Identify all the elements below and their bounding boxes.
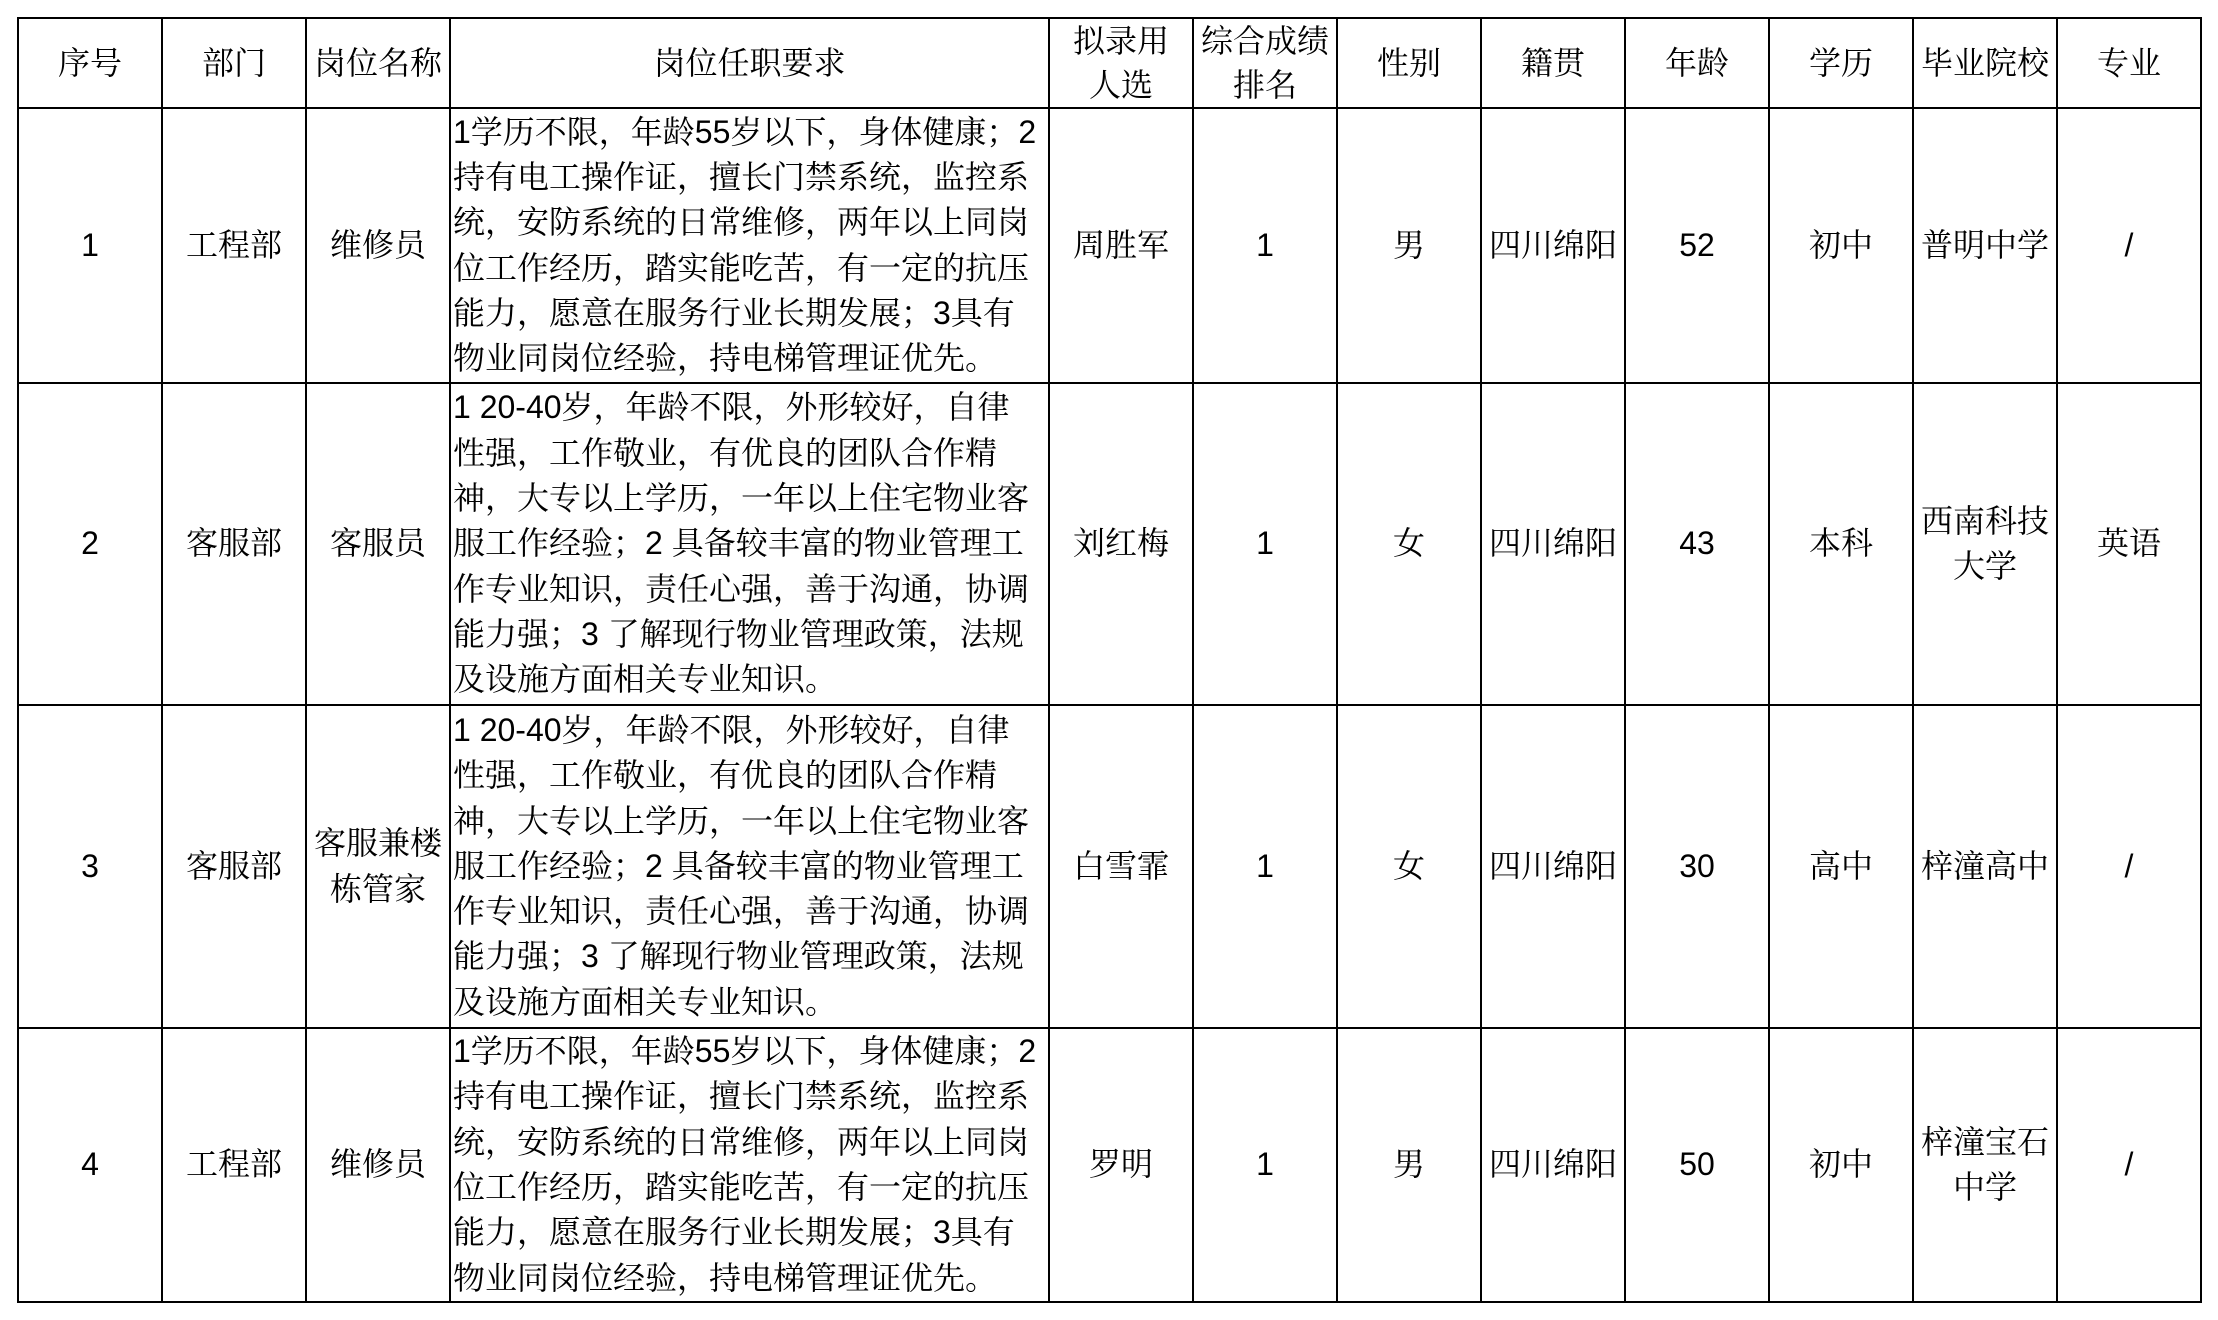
header-gender-label: 性别 (1376, 45, 1441, 81)
requirements-line: 位工作经历，踏实能吃苦，有一定的抗压 (453, 249, 1030, 286)
header-rank (1194, 19, 1336, 107)
department-value: 客服部 (185, 525, 282, 562)
cell-gender (1338, 109, 1480, 382)
cell-seq (19, 706, 161, 1027)
cell-gender (1338, 1029, 1480, 1301)
candidate-table (17, 17, 2202, 1303)
cell-rank (1194, 109, 1336, 382)
requirements-line: 能力强；3 了解现行物业管理政策，法规 (453, 615, 1024, 652)
requirements-line: 能力，愿意在服务行业长期发展；3具有 (453, 294, 1015, 331)
candidate-value: 罗明 (1088, 1146, 1153, 1183)
seq-value: 3 (81, 847, 99, 884)
requirements-line: 持有电工操作证，擅长门禁系统，监控系 (453, 158, 1030, 195)
cell-seq (19, 1029, 161, 1301)
cell-major (2058, 384, 2200, 704)
rank-value: 1 (1256, 525, 1274, 562)
header-school-label: 毕业院校 (1920, 45, 2049, 81)
requirements-text (453, 385, 1029, 702)
requirements-text (453, 708, 1029, 1025)
cell-seq (19, 384, 161, 704)
cell-department (163, 1029, 305, 1301)
cell-rank (1194, 384, 1336, 704)
header-school (1914, 19, 2056, 107)
header-age (1626, 19, 1768, 107)
requirements-line: 1 20-40岁，年龄不限，外形较好，自律 (453, 389, 1010, 426)
header-position-label: 岗位名称 (313, 45, 442, 81)
header-major (2058, 19, 2200, 107)
requirements-line: 1学历不限，年龄55岁以下，身体健康；2 (453, 1033, 1037, 1070)
cell-candidate (1050, 1029, 1192, 1301)
school-value: 西南科技大学 (1920, 502, 2049, 584)
cell-position (307, 706, 449, 1027)
header-major-label: 专业 (2096, 45, 2161, 81)
seq-value: 2 (81, 525, 99, 562)
rank-value: 1 (1256, 1146, 1274, 1183)
cell-age (1626, 706, 1768, 1027)
requirements-line: 服工作经验；2 具备较丰富的物业管理工 (453, 847, 1024, 884)
cell-major (2058, 109, 2200, 382)
cell-requirements (451, 706, 1048, 1027)
cell-requirements (451, 1029, 1048, 1301)
age-value: 43 (1679, 525, 1715, 562)
cell-origin (1482, 706, 1624, 1027)
header-requirements (451, 19, 1048, 107)
header-department (163, 19, 305, 107)
major-value: / (2124, 847, 2134, 884)
cell-position (307, 384, 449, 704)
requirements-line: 神，大专以上学历，一年以上住宅物业客 (453, 480, 1030, 517)
origin-value: 四川绵阳 (1488, 525, 1617, 562)
cell-school (1914, 384, 2056, 704)
cell-position (307, 109, 449, 382)
cell-age (1626, 384, 1768, 704)
gender-value: 男 (1392, 226, 1425, 263)
requirements-line: 能力，愿意在服务行业长期发展；3具有 (453, 1214, 1015, 1251)
cell-age (1626, 109, 1768, 382)
requirements-line: 持有电工操作证，擅长门禁系统，监控系 (453, 1078, 1030, 1115)
header-education (1770, 19, 1912, 107)
requirements-line: 作专业知识，责任心强，善于沟通，协调 (453, 570, 1030, 607)
major-value: / (2124, 226, 2134, 263)
rank-value: 1 (1256, 847, 1274, 884)
rank-value: 1 (1256, 226, 1274, 263)
header-position (307, 19, 449, 107)
header-origin-label: 籍贯 (1520, 45, 1585, 81)
cell-requirements (451, 109, 1048, 382)
cell-department (163, 706, 305, 1027)
age-value: 52 (1679, 226, 1715, 263)
candidate-value: 周胜军 (1072, 226, 1169, 263)
header-rank-label: 综合成绩排名 (1200, 23, 1329, 103)
requirements-line: 1学历不限，年龄55岁以下，身体健康；2 (453, 113, 1037, 150)
header-origin (1482, 19, 1624, 107)
header-candidate (1050, 19, 1192, 107)
header-gender (1338, 19, 1480, 107)
header-candidate-label: 拟录用人选 (1072, 23, 1169, 103)
cell-department (163, 109, 305, 382)
cell-candidate (1050, 706, 1192, 1027)
requirements-line: 物业同岗位经验，持电梯管理证优先。 (453, 1259, 998, 1296)
department-value: 工程部 (185, 1146, 282, 1183)
cell-rank (1194, 706, 1336, 1027)
header-age-label: 年龄 (1664, 45, 1729, 81)
cell-origin (1482, 384, 1624, 704)
requirements-line: 1 20-40岁，年龄不限，外形较好，自律 (453, 711, 1010, 748)
seq-value: 1 (81, 226, 99, 263)
department-value: 客服部 (185, 847, 282, 884)
header-education-label: 学历 (1808, 45, 1873, 81)
requirements-line: 位工作经历，踏实能吃苦，有一定的抗压 (453, 1169, 1030, 1205)
cell-age (1626, 1029, 1768, 1301)
requirements-line: 统，安防系统的日常维修，两年以上同岗 (453, 1123, 1030, 1160)
position-value: 客服兼楼栋管家 (313, 825, 442, 907)
origin-value: 四川绵阳 (1488, 1146, 1617, 1183)
cell-gender (1338, 706, 1480, 1027)
cell-candidate (1050, 109, 1192, 382)
cell-school (1914, 706, 2056, 1027)
requirements-line: 性强，工作敬业，有优良的团队合作精 (453, 757, 998, 794)
cell-origin (1482, 109, 1624, 382)
requirements-line: 物业同岗位经验，持电梯管理证优先。 (453, 340, 998, 377)
cell-rank (1194, 1029, 1336, 1301)
cell-education (1770, 384, 1912, 704)
cell-major (2058, 706, 2200, 1027)
header-department-label: 部门 (201, 45, 266, 81)
requirements-line: 神，大专以上学历，一年以上住宅物业客 (453, 802, 1030, 839)
cell-education (1770, 1029, 1912, 1301)
position-value: 维修员 (329, 226, 426, 263)
requirements-line: 能力强；3 了解现行物业管理政策，法规 (453, 938, 1024, 975)
cell-seq (19, 109, 161, 382)
education-value: 初中 (1808, 226, 1873, 263)
candidate-value: 白雪霏 (1072, 847, 1169, 884)
requirements-text (453, 1029, 1036, 1301)
cell-education (1770, 706, 1912, 1027)
header-requirements-label: 岗位任职要求 (653, 45, 846, 81)
cell-origin (1482, 1029, 1624, 1301)
major-value: 英语 (2096, 525, 2161, 562)
education-value: 本科 (1808, 525, 1873, 562)
age-value: 30 (1679, 847, 1715, 884)
gender-value: 男 (1392, 1146, 1425, 1183)
cell-candidate (1050, 384, 1192, 704)
education-value: 初中 (1808, 1146, 1873, 1183)
cell-education (1770, 109, 1912, 382)
major-value: / (2124, 1146, 2134, 1183)
gender-value: 女 (1392, 847, 1425, 884)
gender-value: 女 (1392, 525, 1425, 562)
requirements-line: 服工作经验；2 具备较丰富的物业管理工 (453, 525, 1024, 562)
cell-position (307, 1029, 449, 1301)
origin-value: 四川绵阳 (1488, 847, 1617, 884)
age-value: 50 (1679, 1146, 1715, 1183)
cell-major (2058, 1029, 2200, 1301)
school-value: 梓潼高中 (1920, 847, 2049, 884)
seq-value: 4 (81, 1146, 99, 1183)
candidate-value: 刘红梅 (1072, 525, 1169, 562)
requirements-line: 及设施方面相关专业知识。 (453, 983, 838, 1020)
school-value: 梓潼宝石中学 (1920, 1123, 2049, 1205)
school-value: 普明中学 (1920, 226, 2049, 263)
requirements-line: 性强，工作敬业，有优良的团队合作精 (453, 434, 998, 471)
requirements-line: 统，安防系统的日常维修，两年以上同岗 (453, 204, 1030, 241)
cell-requirements (451, 384, 1048, 704)
cell-school (1914, 1029, 2056, 1301)
position-value: 维修员 (329, 1146, 426, 1183)
education-value: 高中 (1808, 847, 1873, 884)
requirements-line: 及设施方面相关专业知识。 (453, 661, 838, 698)
requirements-text (453, 110, 1036, 382)
position-value: 客服员 (329, 525, 426, 562)
origin-value: 四川绵阳 (1488, 226, 1617, 263)
cell-school (1914, 109, 2056, 382)
header-seq-label: 序号 (57, 45, 122, 81)
requirements-line: 作专业知识，责任心强，善于沟通，协调 (453, 893, 1030, 930)
cell-department (163, 384, 305, 704)
department-value: 工程部 (185, 226, 282, 263)
header-seq (19, 19, 161, 107)
cell-gender (1338, 384, 1480, 704)
